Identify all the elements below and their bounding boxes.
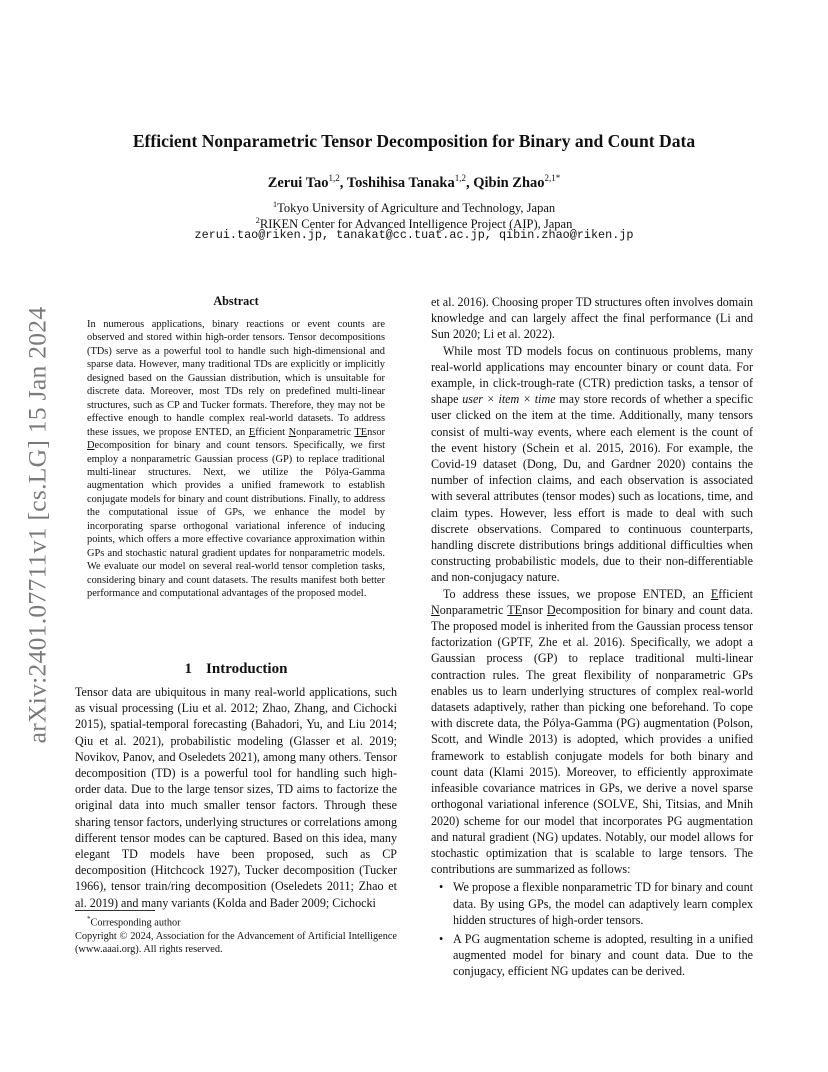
author-emails: zerui.tao@riken.jp, tanakat@cc.tuat.ac.jp, qibin.zhao@riken.jp — [194, 228, 634, 242]
affiliation-line: $^1$Tokyo University of Agriculture and Technology, Japan — [272, 199, 556, 216]
left-column-body — [75, 684, 397, 911]
author-name: Qibin Zhao — [473, 174, 545, 191]
paragraph: Tensor data are ubiquitous in many real-world applications, such as visual processing (Liu et al. 2012; Zhao, Zhang, and Cichocki 2015), spatial-temporal forecasting (Bahadori, Yu, and Liu 2014; Qiu et al. 2021), probabilistic modeling (Glasser et al. 2019; Novikov, Panov, and Oseledets 2021), among many others. Tensor decomposition (TD) is a powerful tool for handling such high-order data. Due to the large tensor sizes, TD aims to factorize the original data into much smaller tensor factors. Through these sharing tensor factors, underlying structures or correlations among different tensor modes can be captured. Based on this idea, many elegant TD models have been proposed, such as CP decomposition (Hitchcock 1927), Tucker decomposition (Tucker 1966), tensor train/ring decomposition (Oseledets 2011; Zhao et al. 2019) and many variants (Kolda and Bader 2009; Cichocki — [75, 685, 397, 910]
affiliation-line: $^2$RIKEN Center for Advanced Intelligence Project (AIP), Japan — [255, 215, 573, 232]
list-item: • A PG augmentation scheme is adopted, resulting in a unified augmented model for binary and count data. Due to the conjugacy, efficient NG updates can be derived. — [445, 931, 753, 980]
paragraph: While most TD models focus on continuous problems, many real-world applications may encounter binary or count data. For example, in click-trough-rate (CTR) prediction tasks, a tensor of shape user × item × time may store records of whether a specific user clicked on the item at the time. Additionally, many tensors consist of multi-way events, where each element is the count of the event history (Schein et al. 2015, 2016). For example, the Covid-19 dataset (Dong, Du, and Gardner 2020) contains the number of infection claims, and each observation is associated with several attributes (tensor modes) such as locations, time, and claim types. However, less effort is made to deal with such discrete observations. Compared to continuous counterparts, handling discrete distributions brings additional difficulties when constructing probabilistic models, due to their non-differentiable and non-conjugacy nature. — [431, 343, 753, 585]
author-name: Zerui Tao — [267, 174, 329, 191]
footnote-divider — [75, 910, 155, 911]
section-title: Introduction — [206, 661, 288, 677]
author-name: Toshihisa Tanaka — [346, 174, 455, 191]
paper-title: Efficient Nonparametric Tensor Decomposition for Binary and Count Data — [132, 131, 696, 151]
abstract-body: In numerous applications, binary reactions or event counts are observed and stored within high-order tensors. Tensor decompositions (TDs) serve as a powerful tool to handle such high-dimensional and sparse data. However, many traditional TDs are explicitly or implicitly designed based on the Gaussian distribution, which is unsuitable for discrete data. Moreover, most TDs rely on predefined multi-linear structures, such as CP and Tucker formats. Therefore, they may not be effective enough to handle complex real-world datasets. To address these issues, we propose ENTED, an Efficient Nonparametric TEnsor Decomposition for binary and count tensors. Specifically, we first employ a nonparametric Gaussian process (GP) to replace traditional multi-linear structures. Next, we utilize the Pólya-Gamma augmentation which provides a unified framework to establish conjugate models for binary and count distributions. Finally, to address the computational issue of GPs, we enhance the model by incorporating sparse orthogonal variational inference of inducing points, which offers a more effective covariance approximation within GPs and stochastic natural gradient updates for nonparametric models. We evaluate our model on several real-world tensor completion tasks, considering binary and count datasets. The results manifest both better performance and computational advantages of the proposed model. — [87, 319, 385, 600]
paragraph: To address these issues, we propose ENTED, an Efficient Nonparametric TEnsor Decomposition for binary and count data. The proposed model is inherited from the Gaussian process tensor factorization (GPTF, Zhe et al. 2016). Specifically, we adopt a Gaussian process (GP) to replace traditional multi-linear contraction rules. The great flexibility of nonparametric GPs enables us to learn underlying structures of complex real-world datasets adaptively, rather than picking one beforehand. To cope with discrete data, the Pólya-Gamma (PG) augmentation (Polson, Scott, and Windle 2013) is adopted, which provides a unified framework to establish conjugate models for both binary and count data (Klami 2015). Moreover, to efficiently approximate infeasible covariance matrices in GPs, we derive a novel sparse orthogonal variational inference (SOLVE, Shi, Titsias, and Mnih 2020) scheme for our model that incorporates PG augmentation and natural gradient (NG) updates. Notably, our model allows for stochastic optimization that is scalable to large tensors. The contributions are summarized as follows: — [431, 586, 753, 877]
list-item: • We propose a flexible nonparametric TD for binary and count data. By using GPs, the model can adaptively learn complex hidden structures of high-order tensors. — [445, 879, 753, 928]
author-list: Zerui Tao$^{1,2}$, Toshihisa Tanaka$^{1,2}$, Qibin Zhao$^{2,1*}$ — [267, 173, 561, 191]
abstract-heading: Abstract — [213, 294, 259, 308]
author-affiliation-mark: 1,2 — [328, 173, 340, 183]
right-column-body — [431, 294, 753, 983]
paragraph: et al. 2016). Choosing proper TD structures often involves domain knowledge and can largely affect the final performance (Li and Sun 2020; Li et al. 2022). — [431, 295, 753, 342]
section-heading — [75, 661, 397, 678]
author-affiliation-mark: 2,1* — [544, 173, 561, 183]
contribution-list — [431, 879, 753, 979]
section-number: 1 — [184, 661, 193, 677]
author-affiliation-mark: 1,2 — [454, 173, 466, 183]
arxiv-identifier: arXiv:2401.07711v1 [cs.LG] 15 Jan 2024 — [22, 306, 51, 744]
footnote: *Corresponding author Copyright © 2024, Association for the Advancement of Artificial Intelligence (www.aaai.org). All rights reserved. — [75, 915, 397, 955]
